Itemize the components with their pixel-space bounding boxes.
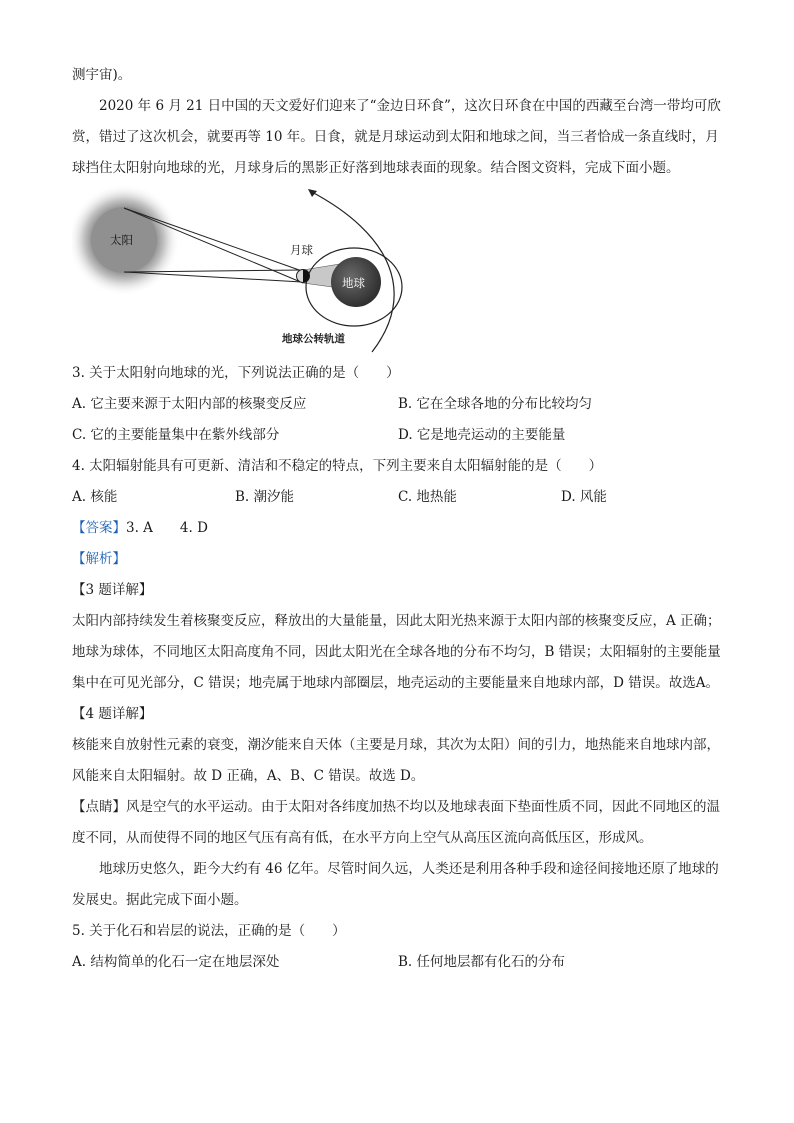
option-a: A. 核能 bbox=[72, 489, 118, 505]
orbit-label: 地球公转轨道 bbox=[282, 333, 345, 345]
document-page bbox=[72, 60, 724, 978]
option-b: B. 潮汐能 bbox=[235, 489, 295, 505]
answer-text: 3. A 4. D bbox=[126, 520, 208, 536]
question-5: 5. 关于化石和岩层的说法，正确的是（ ） bbox=[72, 923, 346, 939]
question-4-options bbox=[72, 482, 724, 513]
option-c: C. 地热能 bbox=[398, 489, 457, 505]
option-d: D. 它是地壳运动的主要能量 bbox=[398, 427, 566, 443]
sun-label: 太阳 bbox=[110, 233, 133, 247]
tip-text: 风是空气的水平运动。由于太阳对各纬度加热不均以及地球表面下垫面性质不同，因此不同地区的温度不同，从而使得不同的地区气压有高有低，在水平方向上空气从高压区流向高低压区，形成风。 bbox=[72, 799, 720, 846]
tip-tag: 【点睛】 bbox=[72, 799, 126, 815]
option-b: B. 任何地层都有化石的分布 bbox=[398, 954, 566, 970]
passage-solar-eclipse: 2020 年 6 月 21 日中国的天文爱好们迎来了“金边日环食”，这次日环食在中国的西藏至台湾一带均可欣赏，错过了这次机会，就要再等 10 年。日食，就是月球运动到太阳和地球之间，当三者恰成一条直线时，月球挡住太阳射向地球的光，月球身后的黑影正好落到地球表面的现象。结合图文资料，完成下面小题。 bbox=[72, 98, 721, 176]
intro-continuation: 测宇宙)。 bbox=[72, 67, 132, 83]
q4-detail-text: 核能来自放射性元素的衰变，潮汐能来自天体（主要是月球，其次为太阳）间的引力，地热能来自地球内部，风能来自太阳辐射。故 D 正确，A、B、C 错误。故选 D。 bbox=[72, 737, 720, 784]
arrow-icon bbox=[308, 189, 317, 197]
question-3-options bbox=[72, 389, 724, 420]
option-c: C. 它的主要能量集中在紫外线部分 bbox=[72, 427, 280, 443]
moon-label: 月球 bbox=[290, 243, 313, 257]
question-4: 4. 太阳辐射能具有可更新、清洁和不稳定的特点，下列主要来自太阳辐射能的是（ ） bbox=[72, 458, 603, 474]
q3-detail-text: 太阳内部持续发生着核聚变反应，释放出的大量能量，因此太阳光热来源于太阳内部的核聚变反应，A 正确；地球为球体，不同地区太阳高度角不同，因此太阳光在全球各地的分布不均匀，B 错误；太阳辐射的主要能量集中在可见光部分，C 错误；地壳属于地球内部圈层，地壳运动的主要能量来自地球内部，D 错误。故选A。 bbox=[72, 613, 721, 691]
option-a: A. 它主要来源于太阳内部的核聚变反应 bbox=[72, 396, 307, 412]
eclipse-figure bbox=[72, 184, 724, 356]
answer-line bbox=[72, 513, 724, 544]
option-d: D. 风能 bbox=[561, 489, 607, 505]
q3-detail-tag: 【3 题详解】 bbox=[72, 582, 153, 598]
question-5-options bbox=[72, 947, 724, 978]
eclipse-diagram bbox=[72, 184, 432, 356]
passage-earth-history: 地球历史悠久，距今大约有 46 亿年。尽管时间久远，人类还是利用各种手段和途径间接地还原了地球的发展史。据此完成下面小题。 bbox=[72, 861, 719, 908]
question-3-options-2 bbox=[72, 420, 724, 451]
question-3: 3. 关于太阳射向地球的光，下列说法正确的是（ ） bbox=[72, 365, 400, 381]
tip-paragraph bbox=[72, 792, 724, 854]
option-b: B. 它在全球各地的分布比较均匀 bbox=[398, 396, 593, 412]
earth-label: 地球 bbox=[342, 276, 365, 290]
analysis-tag: 【解析】 bbox=[72, 551, 126, 567]
answer-tag: 【答案】 bbox=[72, 520, 126, 536]
q4-detail-tag: 【4 题详解】 bbox=[72, 706, 153, 722]
option-a: A. 结构简单的化石一定在地层深处 bbox=[72, 954, 280, 970]
